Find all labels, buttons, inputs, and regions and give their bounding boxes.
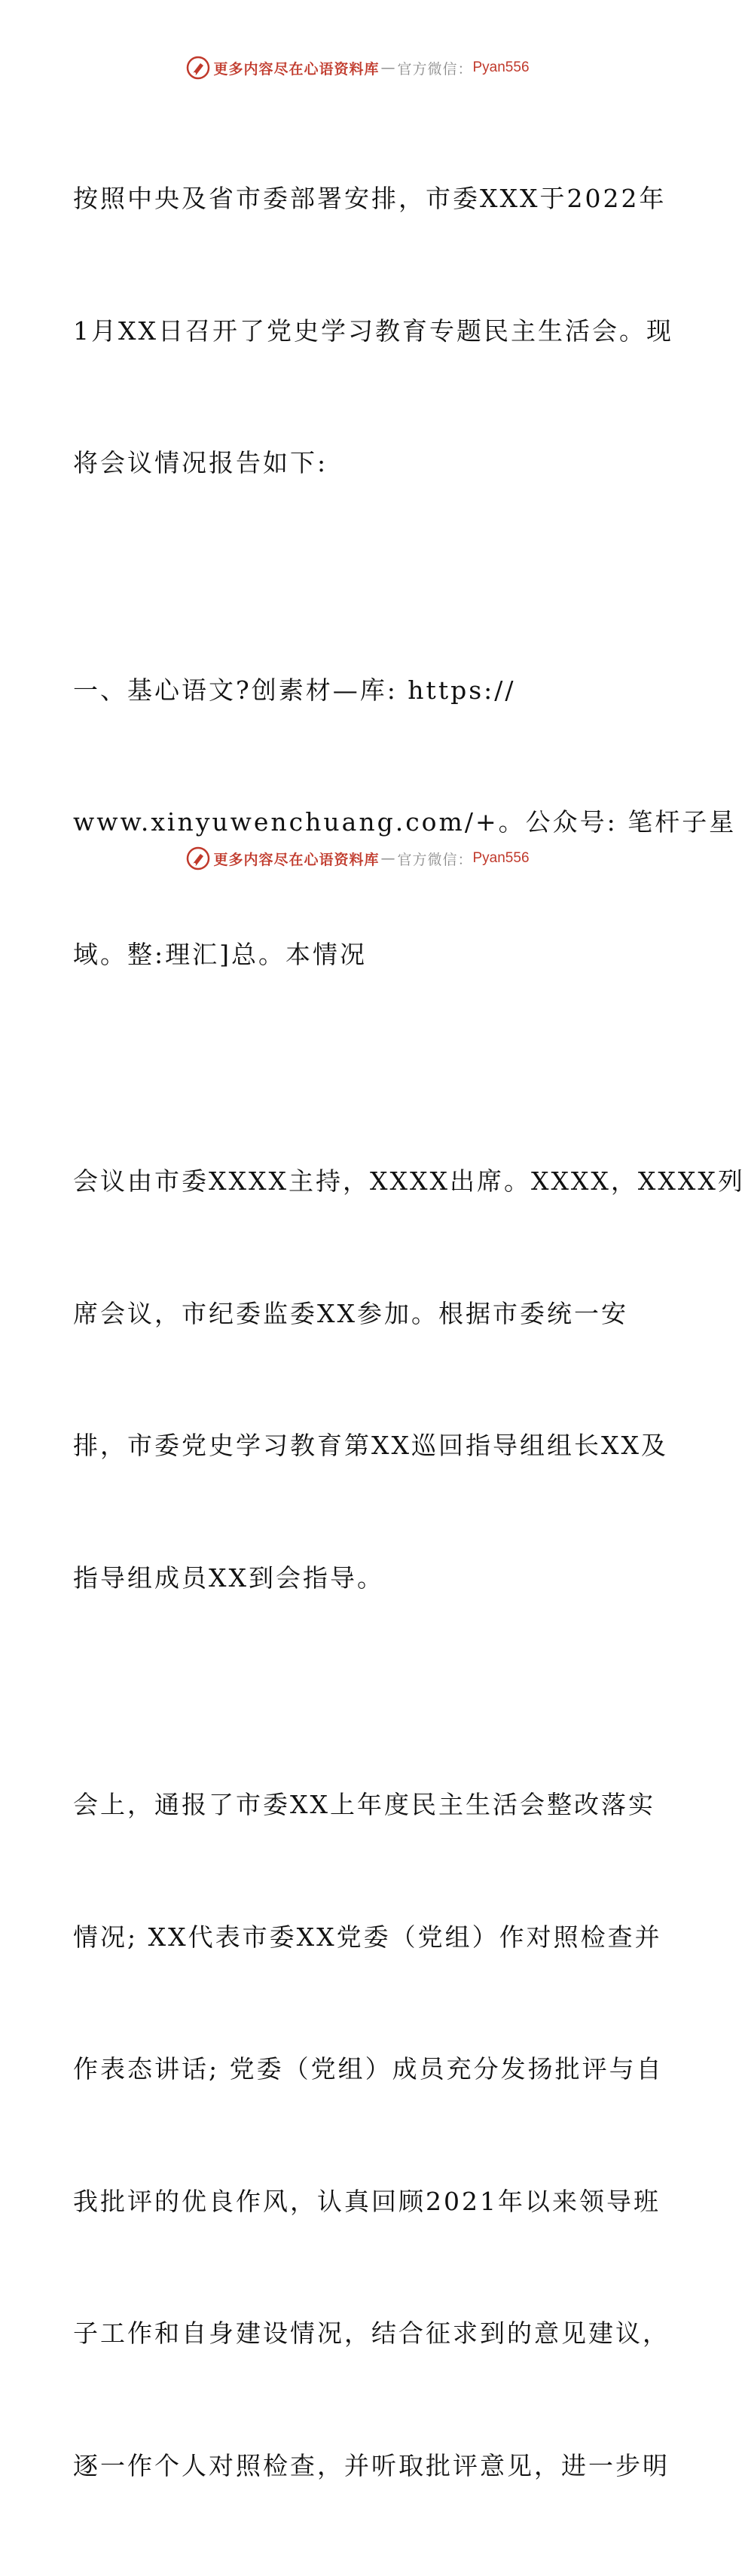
footer-watermark-banner [0,843,716,873]
banner-wechat-label: 官方微信： [397,60,473,78]
text-line: 排，市委党史学习教育第XX巡回指导组组长XX及 [73,1431,668,1460]
paragraph-proceedings [73,1695,670,2576]
banner-dash: — [380,59,396,76]
paragraph-intro [73,89,673,574]
text-line: 情况; XX代表市委XX党委（党组）作对照检查并 [73,1922,662,1952]
text-line: 子工作和自身建设情况，结合征求到的意见建议， [73,2318,670,2348]
paragraph-section-heading [73,581,737,1065]
text-line: www.xinyuwenchuang.com/+。公众号: 笔杆子星 [73,807,737,837]
banner-promo-text: 更多内容尽在心语资料库 [213,851,380,868]
pen-nib-logo-icon [186,846,210,870]
banner-promo-text: 更多内容尽在心语资料库 [213,60,380,78]
text-line: 会上，通报了市委XX上年度民主生活会整改落实 [73,1790,655,1819]
text-line: 指导组成员XX到会指导。 [73,1562,384,1593]
banner-wechat-id: Pyan556 [472,850,530,866]
banner-dash: — [380,850,396,867]
text-line: 一、基心语文?创素材—库: https:// [73,675,516,705]
text-line: 逐一作个人对照检查，并听取批评意见，进一步明 [73,2450,670,2480]
text-line: 我批评的优良作风，认真回顾2021年以来领导班 [73,2186,661,2216]
text-line: 席会议，市纪委监委XX参加。根据市委统一安 [73,1298,628,1328]
paragraph-attendance [73,1072,745,1688]
text-line: 按照中央及省市委部署安排，市委XXX于2022年 [73,184,667,213]
document-body [73,89,745,2576]
header-watermark-banner [0,53,716,83]
banner-wechat-label: 官方微信： [397,851,473,868]
text-line: 1月XX日召开了党史学习教育专题民主生活会。现 [73,316,673,346]
text-line: 将会议情况报告如下: [73,448,328,477]
banner-wechat-id: Pyan556 [472,59,530,75]
text-line: 会议由市委XXXX主持，XXXX出席。XXXX，XXXX列 [73,1166,745,1196]
text-line: 作表态讲话; 党委（党组）成员充分发扬批评与自 [73,2054,664,2084]
pen-nib-logo-icon [186,56,210,80]
text-line: 域。整:理汇]总。本情况 [73,939,367,969]
